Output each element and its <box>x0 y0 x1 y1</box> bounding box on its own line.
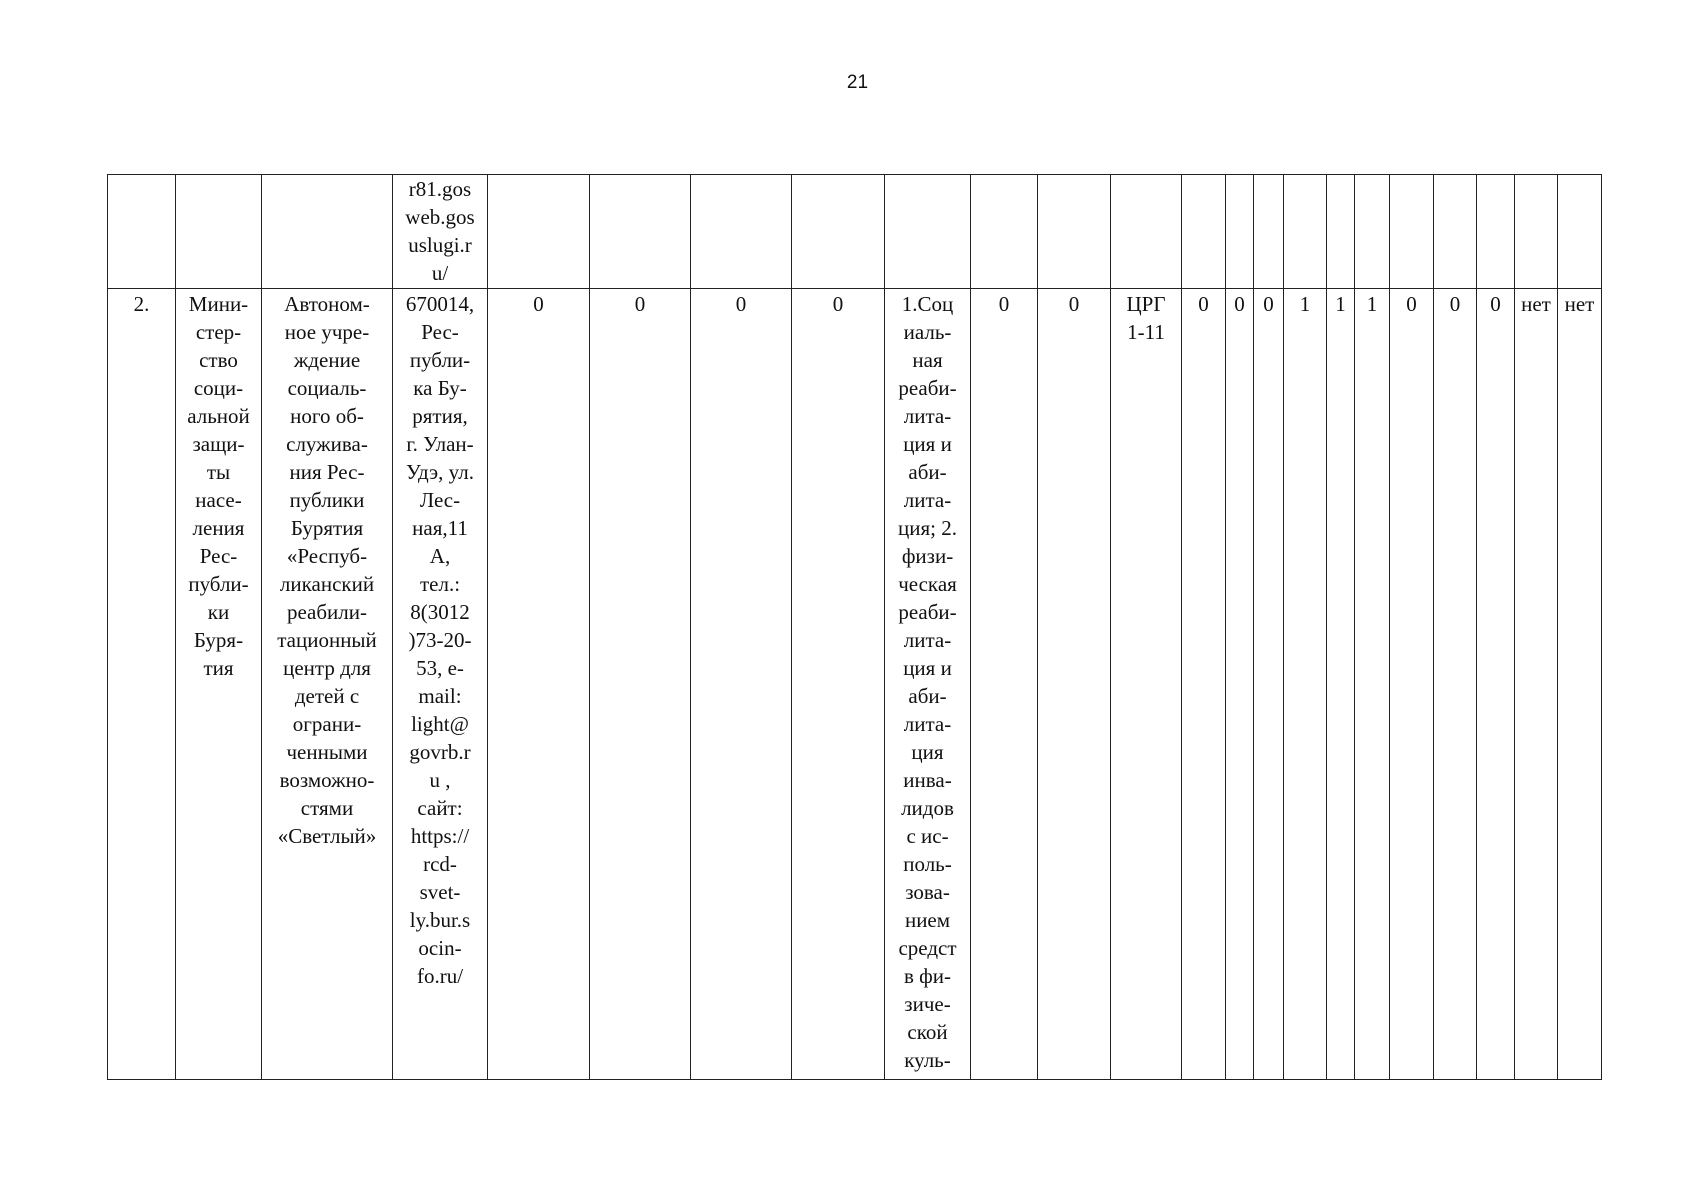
cell-empty <box>176 175 262 289</box>
cell-value: 0 <box>1226 289 1254 1080</box>
cell-value: 0 <box>1390 289 1434 1080</box>
cell-empty <box>1558 175 1602 289</box>
page-number: 21 <box>846 72 869 93</box>
cell-empty <box>1254 175 1284 289</box>
table-row <box>108 289 1602 1080</box>
cell-empty <box>1434 175 1477 289</box>
cell-value: 1 <box>1327 289 1355 1080</box>
cell-empty <box>1355 175 1390 289</box>
cell-empty <box>885 175 971 289</box>
cell-ministry: Мини- стер- ство соци- альной защи- ты насе- ления Рес- публи- ки Буря- тия <box>176 289 262 1080</box>
cell-empty <box>262 175 393 289</box>
cell-value: 0 <box>971 289 1038 1080</box>
cell-site-continuation: r81.gos web.gos uslugi.r u/ <box>393 175 488 289</box>
cell-crg: ЦРГ 1-11 <box>1111 289 1182 1080</box>
cell-value: 1 <box>1355 289 1390 1080</box>
cell-empty <box>971 175 1038 289</box>
cell-organization: Автоном- ное учре- ждение социаль- ного об- служива- ния Рес- публики Бурятия «Респуб- ликанский реабили- тационный центр для детей с ограни- ченными возможно- стями «Светлый» <box>262 289 393 1080</box>
cell-services: 1.Соц иаль- ная реаби- лита- ция и аби- лита- ция; 2. физи- ческая реаби- лита- ция и аби- лита- ция инва- лидов с ис- поль- зова- нием средст в фи- зиче- ской куль- <box>885 289 971 1080</box>
cell-address: 670014, Рес- публи- ка Бу- рятия, г. Улан- Удэ, ул. Лес- ная,11 А, тел.: 8(3012 )73-20- 53, е- mail: light@ govrb.r u , сайт: https:// rcd- svet- ly.bur.s ocin- fo.ru/ <box>393 289 488 1080</box>
cell-empty <box>108 175 176 289</box>
cell-empty <box>1182 175 1226 289</box>
cell-value: 0 <box>1254 289 1284 1080</box>
cell-empty <box>1226 175 1254 289</box>
cell-value: 0 <box>590 289 691 1080</box>
cell-value: 0 <box>1182 289 1226 1080</box>
cell-value: 1 <box>1284 289 1327 1080</box>
cell-value: 0 <box>792 289 885 1080</box>
cell-value: 0 <box>1434 289 1477 1080</box>
cell-empty <box>1477 175 1515 289</box>
cell-empty <box>590 175 691 289</box>
cell-empty <box>1390 175 1434 289</box>
cell-empty <box>792 175 885 289</box>
cell-value: 0 <box>1477 289 1515 1080</box>
cell-empty <box>1327 175 1355 289</box>
registry-table <box>107 174 1602 1080</box>
cell-empty <box>1038 175 1111 289</box>
cell-number: 2. <box>108 289 176 1080</box>
cell-empty <box>1515 175 1558 289</box>
cell-value: нет <box>1515 289 1558 1080</box>
cell-empty <box>1111 175 1182 289</box>
cell-empty <box>488 175 590 289</box>
cell-value: 0 <box>691 289 792 1080</box>
cell-value: нет <box>1558 289 1602 1080</box>
cell-empty <box>691 175 792 289</box>
cell-value: 0 <box>1038 289 1111 1080</box>
cell-empty <box>1284 175 1327 289</box>
table-row <box>108 175 1602 289</box>
cell-value: 0 <box>488 289 590 1080</box>
